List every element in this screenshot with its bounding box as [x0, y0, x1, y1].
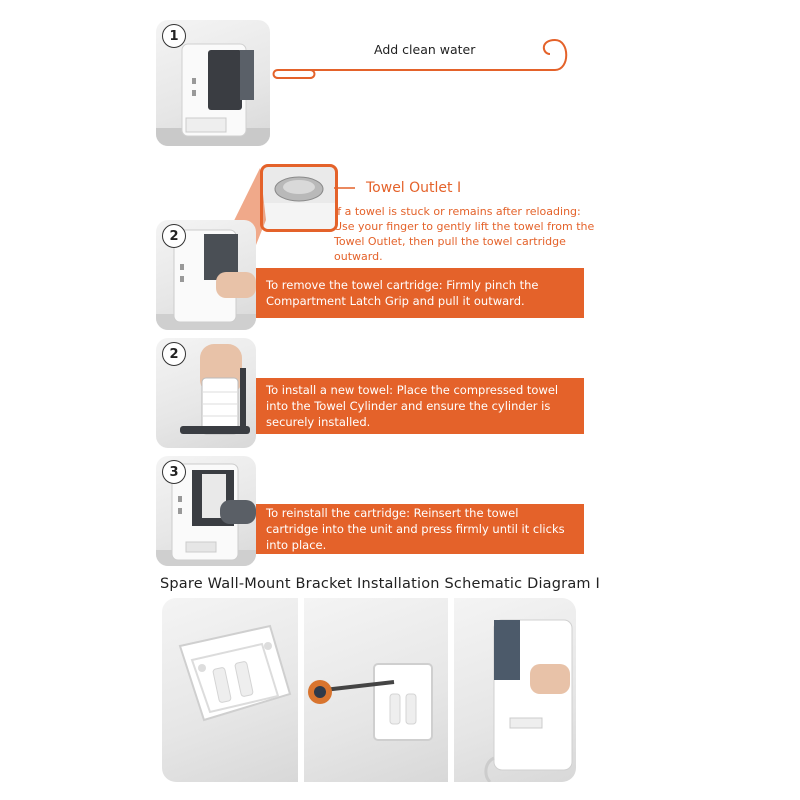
wall-screw-photo — [304, 598, 448, 782]
step2-photo — [156, 220, 256, 330]
towel-outlet-title: Towel Outlet I — [366, 180, 462, 196]
mounted-dispenser-illustration — [454, 598, 576, 782]
wall-bracket-photo — [162, 598, 298, 782]
step2-install-text: To install a new towel: Place the compressed towel into the Towel Cylinder and ensure the cylinder is securely installed. — [256, 378, 584, 434]
step2b-photo — [156, 338, 256, 448]
screwdriver-illustration — [304, 598, 448, 782]
towel-outlet-description: If a towel is stuck or remains after reloading: Use your finger to gently lift the towel from the Towel Outlet, then pull the towel cartridge outward. — [334, 205, 595, 263]
wall-mount-title: Spare Wall-Mount Bracket Installation Schematic Diagram I — [160, 576, 601, 592]
wall-mounted-photo — [454, 598, 576, 782]
step-number-badge: 2 — [162, 224, 186, 248]
step3-reinstall-text: To reinstall the cartridge: Reinsert the towel cartridge into the unit and press firmly until it clicks into place. — [256, 504, 584, 554]
step1-photo — [156, 20, 270, 146]
water-label: Add clean water — [374, 42, 476, 57]
wall-bracket-illustration — [162, 598, 298, 782]
step2-remove-text: To remove the towel cartridge: Firmly pinch the Compartment Latch Grip and pull it outward. — [256, 268, 584, 318]
step3-photo — [156, 456, 256, 566]
step-number-badge: 2 — [162, 342, 186, 366]
water-flow-arrow-icon — [270, 30, 580, 90]
step-number-badge: 3 — [162, 460, 186, 484]
step-number-badge: 1 — [162, 24, 186, 48]
